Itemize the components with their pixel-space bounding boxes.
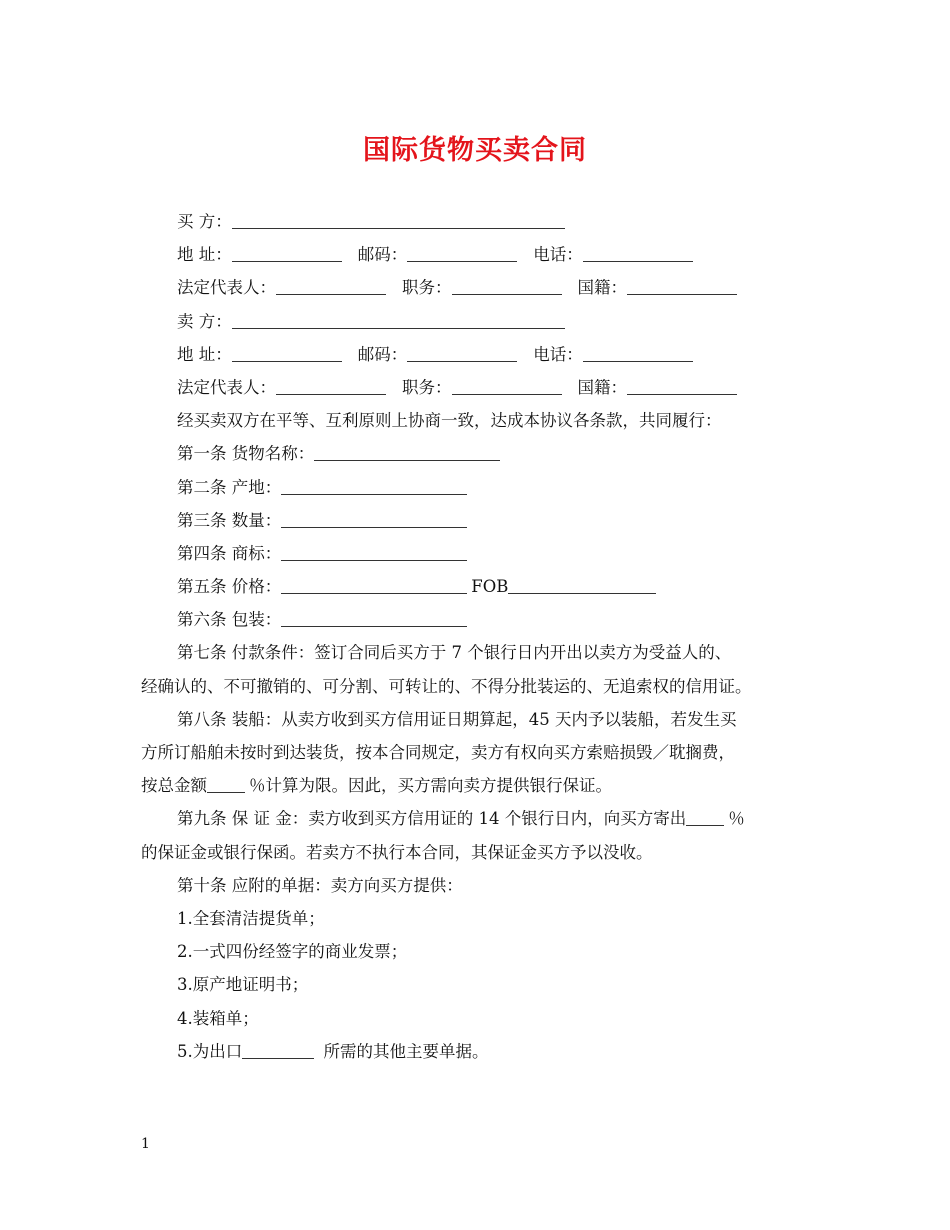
seller-name-blank bbox=[232, 308, 565, 329]
seller-rep-blank bbox=[276, 374, 386, 395]
article-9-line-2: 的保证金或银行保函。若卖方不执行本合同，其保证金买方予以没收。 bbox=[141, 842, 653, 862]
seller-address-label: 地 址： bbox=[177, 344, 232, 364]
article-7-line-1: 第七条 付款条件：签订合同后买方于 7 个银行日内开出以卖方为受益人的、 bbox=[177, 643, 732, 663]
seller-postcode-label: 邮码： bbox=[357, 344, 408, 364]
buyer-phone-label: 电话： bbox=[533, 245, 583, 265]
article-1-blank bbox=[314, 440, 500, 461]
buyer-nationality-label: 国籍： bbox=[577, 278, 627, 298]
article-5-label: 第五条 价格： bbox=[177, 577, 282, 597]
article-8-line-2: 方所订船舶未按时到达装货，按本合同规定，卖方有权向买方索赔损毁／耽搁费， bbox=[141, 743, 735, 763]
buyer-nationality-blank bbox=[627, 274, 737, 295]
buyer-address-line bbox=[141, 238, 821, 271]
article-5-fob-blank bbox=[508, 573, 656, 594]
article-1-label: 第一条 货物名称： bbox=[177, 444, 315, 464]
article-7-line-2: 经确认的、不可撤销的、可分割、可转让的、不得分批装运的、无追索权的信用证。 bbox=[141, 676, 752, 696]
buyer-address-label: 地 址： bbox=[177, 245, 232, 265]
article-2 bbox=[141, 471, 821, 504]
buyer-rep-line bbox=[141, 271, 821, 304]
article-4 bbox=[141, 537, 821, 570]
buyer-rep-blank bbox=[276, 274, 386, 295]
article-8-line-3-post: ％计算为限。因此，买方需向卖方提供银行保证。 bbox=[249, 776, 612, 796]
buyer-rep-label: 法定代表人： bbox=[177, 278, 276, 298]
document-item-5 bbox=[141, 1035, 821, 1068]
buyer-postcode-label: 邮码： bbox=[357, 245, 408, 265]
page-number: 1 bbox=[141, 1136, 150, 1152]
seller-address-blank bbox=[232, 341, 342, 362]
article-5-price-blank bbox=[281, 573, 467, 594]
preamble: 经买卖双方在平等、互利原则上协商一致，达成本协议各条款，共同履行： bbox=[177, 411, 722, 431]
buyer-address-blank bbox=[232, 241, 342, 262]
document-title: 国际货物买卖合同 bbox=[363, 135, 587, 166]
seller-postcode-blank bbox=[407, 341, 517, 362]
seller-phone-label: 电话： bbox=[533, 344, 583, 364]
document-item-4: 4.装箱单； bbox=[177, 1008, 259, 1028]
document-item-5-blank bbox=[242, 1038, 314, 1059]
article-3-blank bbox=[281, 507, 467, 528]
buyer-name-label: 买 方： bbox=[177, 212, 232, 231]
seller-name-label: 卖 方： bbox=[177, 311, 232, 331]
article-4-label: 第四条 商标： bbox=[177, 543, 282, 563]
document-item-2: 2.一式四份经签字的商业发票； bbox=[177, 942, 408, 962]
contract-body bbox=[141, 205, 821, 1068]
document-item-5-pre: 5.为出口 bbox=[177, 1041, 243, 1061]
article-4-blank bbox=[281, 540, 467, 561]
buyer-phone-blank bbox=[583, 241, 693, 262]
article-8-percent-blank bbox=[207, 772, 245, 793]
document-item-3: 3.原产地证明书； bbox=[177, 975, 309, 995]
seller-rep-label: 法定代表人： bbox=[177, 377, 276, 397]
article-2-label: 第二条 产地： bbox=[177, 477, 282, 497]
article-6-blank bbox=[281, 606, 467, 627]
document-item-1: 1.全套清洁提货单； bbox=[177, 909, 325, 929]
seller-address-line bbox=[141, 338, 821, 371]
article-5-fob: FOB bbox=[471, 577, 509, 597]
article-9-line-1-post: ％ bbox=[728, 809, 745, 829]
document-item-5-post: 所需的其他主要单据。 bbox=[318, 1041, 489, 1061]
article-9-percent-blank bbox=[686, 805, 724, 826]
article-9-line-1-pre: 第九条 保 证 金：卖方收到买方信用证的 14 个银行日内，向买方寄出 bbox=[177, 809, 687, 829]
article-10: 第十条 应附的单据：卖方向买方提供： bbox=[177, 875, 463, 895]
article-8-line-3-pre: 按总金额 bbox=[141, 776, 207, 796]
buyer-name-line bbox=[141, 205, 821, 238]
article-5 bbox=[141, 570, 821, 603]
buyer-postcode-blank bbox=[407, 241, 517, 262]
article-2-blank bbox=[281, 474, 467, 495]
seller-position-blank bbox=[452, 374, 562, 395]
seller-phone-blank bbox=[583, 341, 693, 362]
seller-nationality-label: 国籍： bbox=[577, 377, 627, 397]
seller-rep-line bbox=[141, 371, 821, 404]
article-3-label: 第三条 数量： bbox=[177, 510, 282, 530]
seller-name-line bbox=[141, 305, 821, 338]
article-8-line-3 bbox=[141, 769, 821, 802]
article-6 bbox=[141, 603, 821, 636]
article-9-line-1 bbox=[141, 802, 821, 835]
seller-nationality-blank bbox=[627, 374, 737, 395]
buyer-name-blank bbox=[232, 208, 565, 229]
buyer-position-blank bbox=[452, 274, 562, 295]
buyer-position-label: 职务： bbox=[402, 278, 452, 298]
article-1 bbox=[141, 437, 821, 470]
seller-position-label: 职务： bbox=[402, 377, 452, 397]
article-3 bbox=[141, 504, 821, 537]
article-6-label: 第六条 包装： bbox=[177, 610, 282, 630]
article-8-line-1: 第八条 装船：从卖方收到买方信用证日期算起，45 天内予以装船，若发生买 bbox=[177, 709, 737, 729]
